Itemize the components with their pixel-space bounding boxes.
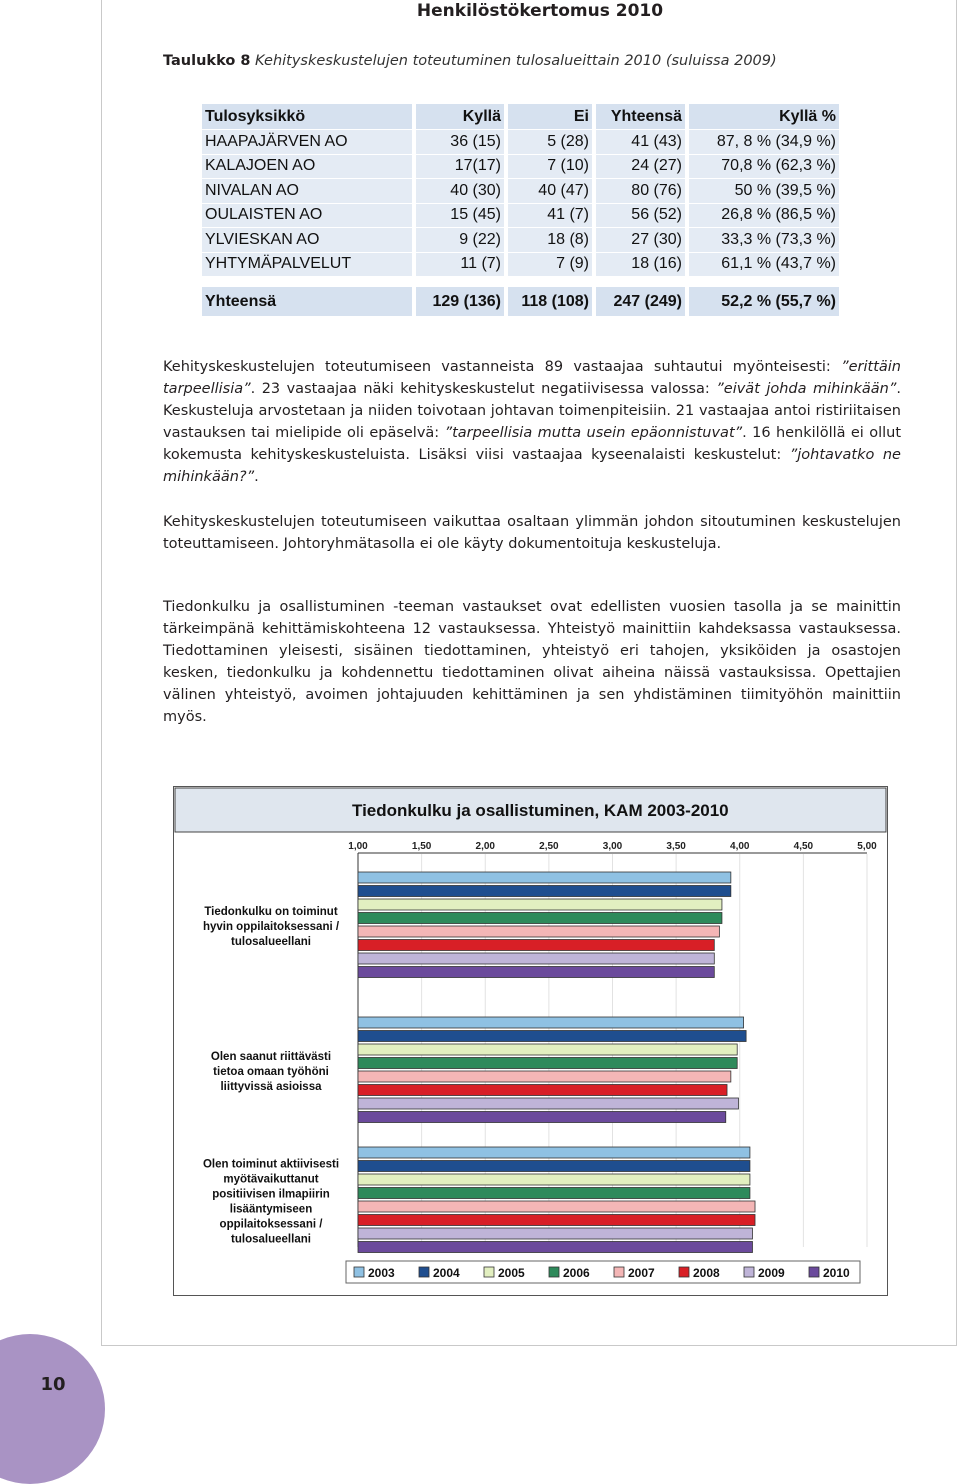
bar [358, 1058, 737, 1069]
bar [358, 1071, 731, 1082]
category-label: oppilaitoksessani / [219, 1218, 323, 1231]
paragraph-text: . 16 henkilöllä ei ollut kokemusta kehityskeskusteluista. Lisäksi viisi vastaajaa kyseenalaisti keskustelut: [163, 425, 902, 463]
legend-swatch [614, 1267, 624, 1277]
x-tick-label: 2,00 [475, 841, 495, 852]
table-cell: 36 (15) [412, 130, 504, 155]
table-cell: 27 (30) [592, 228, 685, 253]
legend-label: 2009 [758, 1266, 785, 1280]
table-cell: 5 (28) [504, 130, 592, 155]
x-tick-label: 4,00 [730, 841, 750, 852]
legend-label: 2010 [823, 1266, 850, 1280]
table-cell: HAAPAJÄRVEN AO [202, 130, 412, 155]
table-cell: 41 (7) [504, 204, 592, 229]
header-title: Henkilöstökertomus 2010 [360, 0, 720, 22]
category-label: lisääntymiseen [229, 1203, 313, 1216]
table-row [202, 130, 839, 155]
quote: ”johtavatko ne mihinkään?” [163, 447, 901, 485]
table-cell: 11 (7) [412, 253, 504, 278]
table-cell: 18 (16) [592, 253, 685, 278]
table-cell: 70,8 % (62,3 %) [685, 155, 839, 180]
bar [358, 1161, 750, 1172]
table-header: Ei [504, 104, 592, 130]
legend-label: 2005 [498, 1266, 525, 1280]
table-cell: 129 (136) [412, 287, 504, 317]
table-row [202, 204, 839, 229]
table-cell: 87, 8 % (34,9 %) [685, 130, 839, 155]
bar [358, 1174, 750, 1185]
bar [358, 1017, 744, 1028]
bar [358, 926, 719, 937]
quote: ”tarpeellisia mutta usein epäonnistuvat” [444, 425, 743, 441]
legend-label: 2008 [693, 1266, 720, 1280]
legend-label: 2006 [563, 1266, 590, 1280]
table-cell: 61,1 % (43,7 %) [685, 253, 839, 278]
table-cell: 118 (108) [504, 287, 592, 317]
bar [358, 1147, 750, 1158]
chart-title: Tiedonkulku ja osallistuminen, KAM 2003-2010 [352, 801, 729, 820]
caption-label: Taulukko 8 [163, 53, 251, 69]
table-cell: 26,8 % (86,5 %) [685, 204, 839, 229]
category-label: Olen toiminut aktiivisesti [202, 1158, 340, 1171]
table-header: Kyllä [412, 104, 504, 130]
table-cell: 33,3 % (73,3 %) [685, 228, 839, 253]
category-label: tulosalueellani [231, 936, 311, 948]
legend-label: 2007 [628, 1266, 655, 1280]
category-label: hyvin oppilaitoksessani / [202, 921, 340, 933]
x-tick-label: 3,50 [666, 841, 686, 852]
legend-swatch [419, 1267, 429, 1277]
x-tick-label: 3,00 [602, 841, 623, 852]
table-caption [163, 53, 777, 69]
bar [358, 1228, 752, 1239]
table-spacer [202, 277, 839, 287]
table-cell: 9 (22) [412, 228, 504, 253]
category-label: positiivisen ilmapiirin [212, 1188, 330, 1201]
table-cell: 7 (9) [504, 253, 592, 278]
table-row [202, 155, 839, 180]
table-cell: Yhteensä [202, 287, 412, 317]
table-cell: 7 (10) [504, 155, 592, 180]
table-row [202, 253, 839, 278]
bar [358, 899, 722, 910]
bar [358, 1112, 726, 1123]
category-label: Olen saanut riittävästi [210, 1051, 332, 1063]
paragraph-text: . Keskusteluja arvostetaan ja niiden toivotaan johtavan toimenpiteisiin. 21 vastaajaa antoi ristiriitaisen vastauksen tai mielipide oli epäselvä: [163, 381, 901, 441]
page-number: 10 [40, 1374, 66, 1395]
bar [358, 967, 714, 978]
bar [358, 886, 731, 897]
page-number-circle [0, 1334, 105, 1484]
bar [358, 940, 714, 951]
x-tick-label: 5,00 [857, 841, 877, 852]
table-cell: YHTYMÄPALVELUT [202, 253, 412, 278]
category-label: tulosalueellani [231, 1233, 311, 1246]
table-cell: NIVALAN AO [202, 179, 412, 204]
caption-text: Kehityskeskustelujen toteutuminen tulosalueittain 2010 (suluissa 2009) [255, 53, 777, 69]
table-cell: 18 (8) [504, 228, 592, 253]
quote: ”erittäin tarpeellisia” [163, 359, 901, 397]
bar [358, 1201, 755, 1212]
bar [358, 913, 722, 924]
paragraph-3: Tiedonkulku ja osallistuminen -teeman vastaukset ovat edellisten vuosien tasolla ja se mainittin tärkeimpänä kehittämiskohteena 12 vastauksessa. Yhteistyö mainittiin kahdeksassa vastauksessa. Tiedottaminen yleisesti, sisäinen tiedottaminen, yhteistyö eri tahojen, yksiköiden ja osastojen kesken, tiedonkulku ja kohdennettu tiedottaminen olivat aiheina näissä vastauksissa. Opettajien välinen yhteistyö, avoimen johtajuuden kehittäminen ja sen yhdistäminen tiimityöhön mainittiin myös. [163, 599, 901, 725]
quote: ”eivät johda mihinkään” [716, 381, 897, 397]
table-cell: 50 % (39,5 %) [685, 179, 839, 204]
paragraph-text: . [254, 469, 259, 485]
bar [358, 872, 731, 883]
legend-label: 2003 [368, 1266, 395, 1280]
table-cell: OULAISTEN AO [202, 204, 412, 229]
category-label: liittyvissä asioissa [220, 1081, 322, 1093]
paragraph-2: Kehityskeskustelujen toteutumiseen vaikuttaa osaltaan ylimmän johdon sitoutuminen keskustelujen toteuttamiseen. Johtoryhmätasolla ei ole käyty dokumentoituja keskusteluja. [163, 514, 901, 552]
legend-swatch [484, 1267, 494, 1277]
legend-swatch [809, 1267, 819, 1277]
bar [358, 1215, 755, 1226]
bar [358, 1085, 727, 1096]
x-tick-label: 1,50 [411, 841, 432, 852]
table-cell: 52,2 % (55,7 %) [685, 287, 839, 317]
table-cell: 56 (52) [592, 204, 685, 229]
table-header: Kyllä % [685, 104, 839, 130]
table-header-row [202, 104, 839, 130]
table-header: Tulosyksikkö [202, 104, 412, 130]
category-label: tietoa omaan työhöni [213, 1066, 329, 1078]
legend-swatch [354, 1267, 364, 1277]
category-label: Tiedonkulku on toiminut [204, 906, 338, 918]
table-cell: KALAJOEN AO [202, 155, 412, 180]
table-cell: 41 (43) [592, 130, 685, 155]
table-row [202, 228, 839, 253]
table-row [202, 179, 839, 204]
bar [358, 1188, 750, 1199]
table-header: Yhteensä [592, 104, 685, 130]
bar [358, 1031, 746, 1042]
bar [358, 1044, 737, 1055]
table-cell: 15 (45) [412, 204, 504, 229]
legend-swatch [679, 1267, 689, 1277]
legend-swatch [744, 1267, 754, 1277]
table-cell: 40 (47) [504, 179, 592, 204]
table-cell: 40 (30) [412, 179, 504, 204]
results-table [202, 104, 839, 317]
paragraph-text: Kehityskeskustelujen toteutumiseen vastanneista 89 vastaajaa suhtautui myönteisesti: [163, 359, 842, 375]
table-cell: 17(17) [412, 155, 504, 180]
paragraph-1 [163, 356, 901, 488]
x-tick-label: 1,00 [348, 841, 368, 852]
category-label: myötävaikuttanut [223, 1173, 319, 1186]
table-cell: 80 (76) [592, 179, 685, 204]
table-cell: 247 (249) [592, 287, 685, 317]
table-total-row [202, 287, 839, 317]
bar [358, 953, 714, 964]
paragraph-text: . 23 vastaajaa näki kehityskeskustelut negatiivisessa valossa: [250, 381, 717, 397]
x-tick-label: 4,50 [793, 841, 814, 852]
chart-svg [174, 787, 887, 1295]
table-cell: YLVIESKAN AO [202, 228, 412, 253]
chart [173, 786, 888, 1296]
bar [358, 1098, 738, 1109]
table-cell: 24 (27) [592, 155, 685, 180]
legend-label: 2004 [433, 1266, 460, 1280]
bar [358, 1242, 752, 1253]
x-tick-label: 2,50 [539, 841, 559, 852]
legend-swatch [549, 1267, 559, 1277]
